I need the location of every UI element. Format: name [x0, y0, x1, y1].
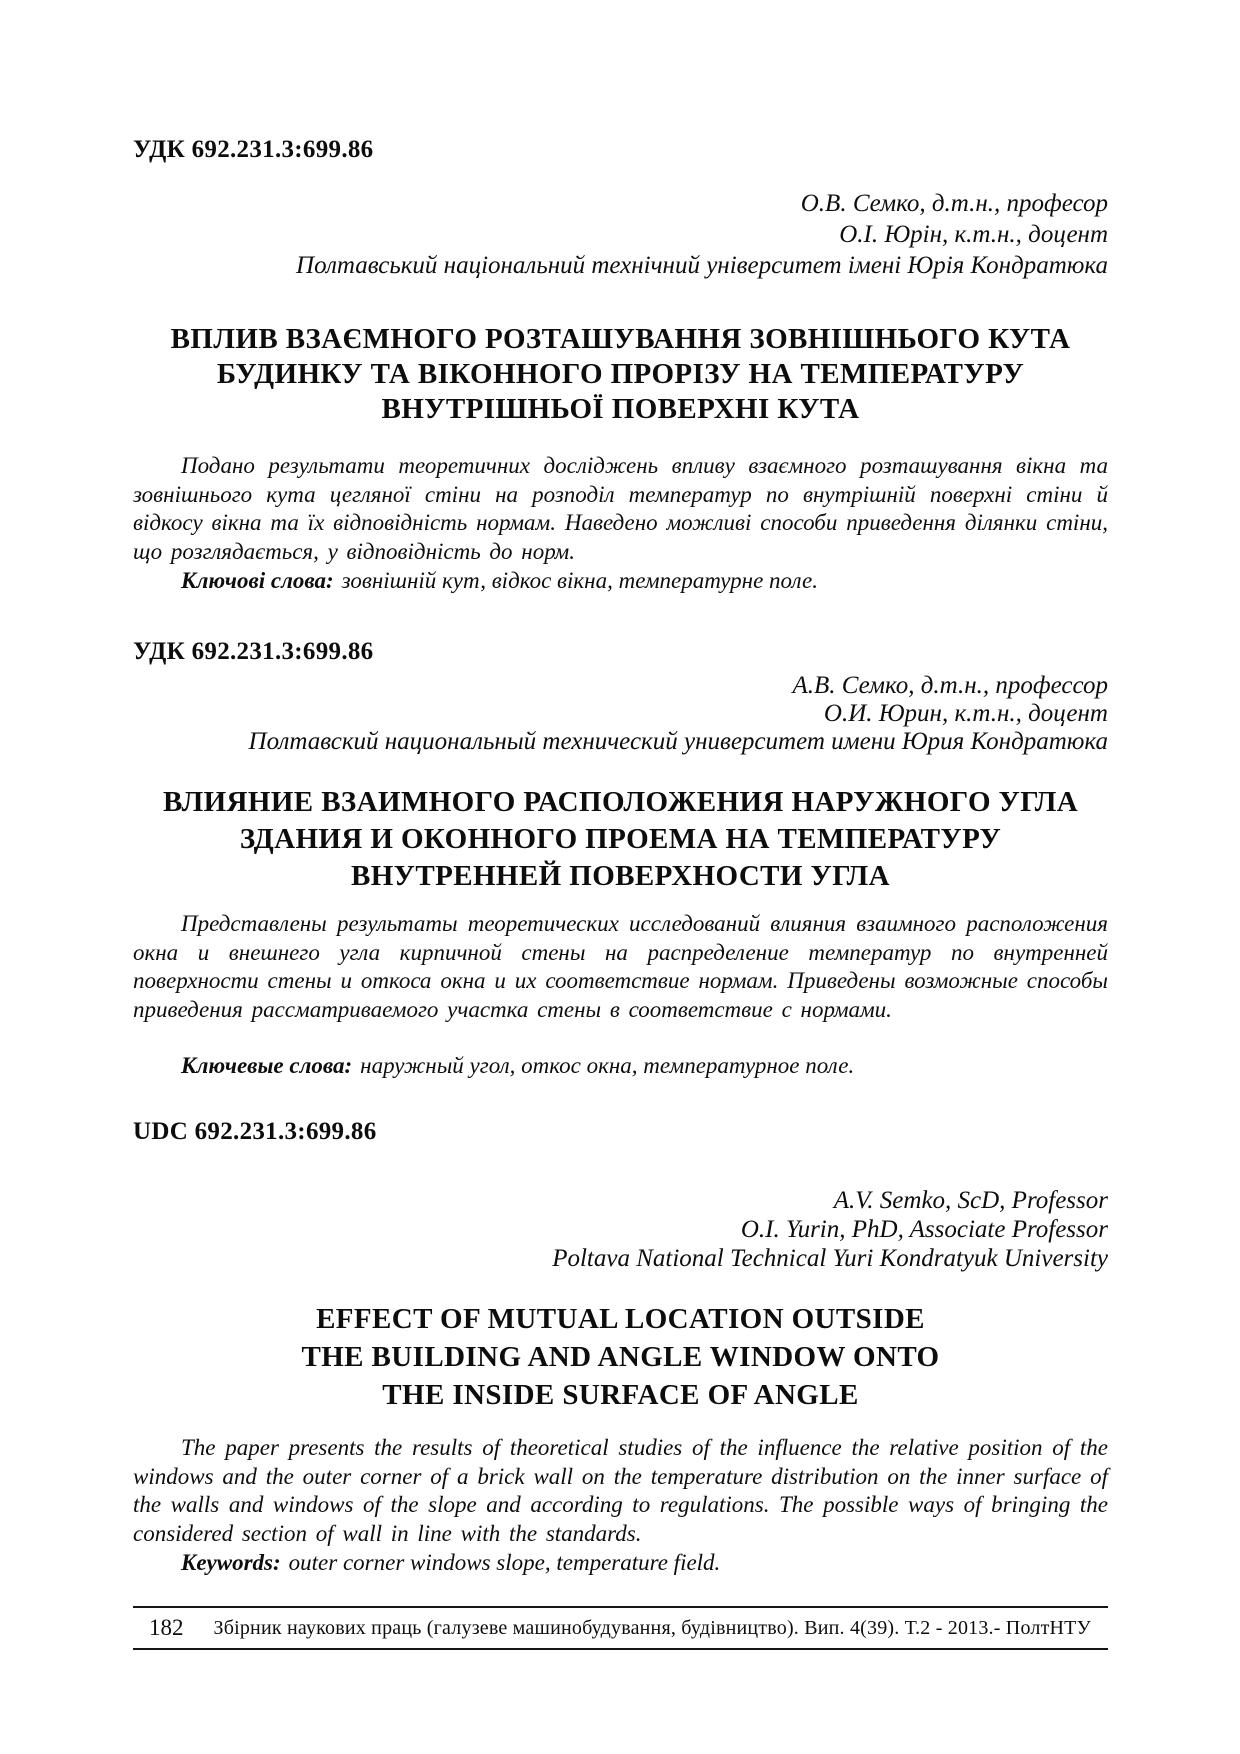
- keywords-label: Ключевые слова:: [181, 1053, 353, 1078]
- title-line: ВНУТРЕННЕЙ ПОВЕРХНОСТИ УГЛА: [350, 860, 891, 892]
- udc-code-ua: УДК 692.231.3:699.86: [133, 136, 374, 163]
- paper-title-ua: [133, 322, 1108, 427]
- title-line: THE BUILDING AND ANGLE WINDOW ONTO: [301, 1341, 940, 1373]
- title-line: ВЛИЯНИЕ ВЗАИМНОГО РАСПОЛОЖЕНИЯ НАРУЖНОГО УГЛА: [162, 786, 1079, 818]
- author-line: A.V. Semko, ScD, Professor: [833, 1187, 1108, 1214]
- abstract-ru: Представлены результаты теоретических исследований влияния взаимного расположения окна и внешнего угла кирпичной стены на распределение температур по внутренней поверхности стены и откоса окна и их соответствие нормам. Приведены возможные способы приведения рассматриваемого участка стены в соответствие с нормами.: [133, 911, 1108, 1022]
- abstract-ua: Подано результати теоретичних досліджень впливу взаємного розташування вікна та зовнішнього кута цегляної стіни на розподіл температур по внутрішній поверхні стіни й відкосу вікна та їх відповідність нормам. Наведено можливі способи приведення ділянки стіни, що розглядається, у відповідність до норм.: [133, 453, 1108, 564]
- abstract-en: The paper presents the results of theoretical studies of the influence the relative position of the windows and the outer corner of a brick wall on the temperature distribution on the inner surface of the walls and windows of the slope and according to regulations. The possible ways of bringing the considered section of wall in line with the standards.: [133, 1435, 1108, 1546]
- page-footer: [133, 1606, 1108, 1650]
- udc-code-en: UDC 692.231.3:699.86: [133, 1118, 377, 1145]
- keywords-text: зовнішній кут, відкос вікна, температурне поле.: [341, 568, 819, 593]
- authors-block-ua: [133, 188, 1108, 281]
- author-line: А.В. Семко, д.т.н., профессор: [792, 672, 1108, 699]
- author-line: О.І. Юрін, к.т.н., доцент: [839, 221, 1108, 248]
- title-line: THE INSIDE SURFACE OF ANGLE: [382, 1379, 859, 1411]
- affiliation-line: Полтавский национальный технический университет имени Юрия Кондратюка: [248, 728, 1108, 755]
- title-line: БУДИНКУ ТА ВІКОННОГО ПРОРІЗУ НА ТЕМПЕРАТУРУ: [216, 358, 1025, 390]
- title-line: ВПЛИВ ВЗАЄМНОГО РОЗТАШУВАННЯ ЗОВНІШНЬОГО КУТА: [170, 323, 1071, 355]
- keywords-text: outer corner windows slope, temperature field.: [288, 1550, 721, 1575]
- keywords-ua: [133, 568, 1108, 594]
- paper-title-en: [133, 1300, 1108, 1414]
- authors-block-ru: [133, 672, 1108, 756]
- udc-code-ru: УДК 692.231.3:699.86: [133, 638, 374, 665]
- keywords-label: Keywords:: [181, 1550, 281, 1575]
- keywords-label: Ключові слова:: [181, 568, 334, 593]
- paper-title-ru: [133, 784, 1108, 895]
- keywords-ru: [133, 1053, 1108, 1079]
- author-line: О.И. Юрин, к.т.н., доцент: [823, 700, 1108, 727]
- keywords-text: наружный угол, откос окна, температурное поле.: [360, 1053, 855, 1078]
- title-line: ВНУТРІШНЬОЇ ПОВЕРХНІ КУТА: [381, 393, 860, 425]
- title-line: ЗДАНИЯ И ОКОННОГО ПРОЕМА НА ТЕМПЕРАТУРУ: [239, 823, 1002, 855]
- author-line: O.I. Yurin, PhD, Associate Professor: [740, 1216, 1108, 1243]
- keywords-en: [133, 1550, 1108, 1576]
- page-number: 182: [149, 1615, 184, 1640]
- affiliation-line: Poltava National Technical Yuri Kondratyuk University: [552, 1245, 1108, 1272]
- authors-block-en: [133, 1186, 1108, 1273]
- journal-reference: Збірник наукових праць (галузеве машинобудування, будівництво). Вип. 4(39). Т.2 - 2013.- ПолтНТУ: [213, 1616, 1091, 1639]
- author-line: О.В. Семко, д.т.н., професор: [800, 190, 1108, 217]
- title-line: EFFECT OF MUTUAL LOCATION OUTSIDE: [316, 1303, 925, 1335]
- affiliation-line: Полтавський національний технічний університет імені Юрія Кондратюка: [296, 252, 1108, 279]
